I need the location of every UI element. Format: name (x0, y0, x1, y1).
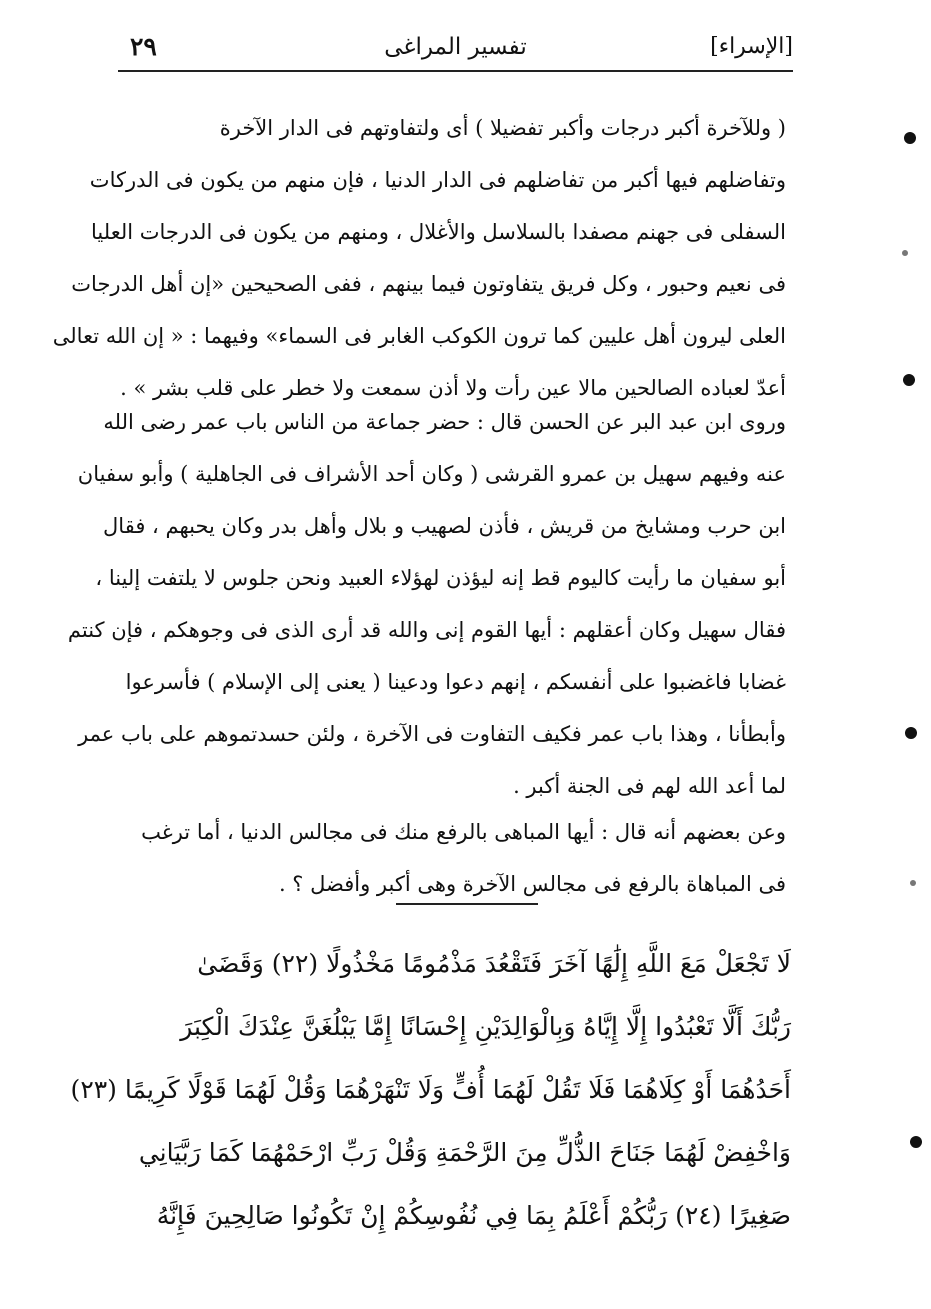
text-line: السفلى فى جهنم مصفدا بالسلاسل والأغلال ، ومنهم من يكون فى الدرجات العليا (91, 220, 786, 244)
margin-speck (903, 374, 915, 386)
margin-speck (910, 1136, 922, 1148)
text-line: فى المباهاة بالرفع فى مجالس الآخرة وهى أكبر وأفضل ؟ . (278, 872, 786, 896)
verse-line: أَحَدُهُمَا أَوْ كِلَاهُمَا فَلَا تَقُلْ لَهُمَا أُفٍّ وَلَا تَنْهَرْهُمَا وَقُلْ لَهُمَا قَوْلًا كَرِيمًا (٢٣) (70, 1075, 791, 1104)
text-line: وتفاضلهم فيها أكبر من تفاضلهم فى الدار الدنيا ، فإن منهم من يكون فى الدركات (89, 168, 786, 192)
text-line: عنه وفيهم سهيل بن عمرو القرشى ( وكان أحد الأشراف فى الجاهلية ) وأبو سفيان (77, 462, 786, 486)
text-line: لما أعد الله لهم فى الجنة أكبر . (513, 774, 786, 798)
text-line: فقال سهيل وكان أعقلهم : أيها القوم إنى والله قد أرى الذى فى وجوهكم ، فإن كنتم (67, 618, 786, 642)
verse-line: لَا تَجْعَلْ مَعَ اللَّهِ إِلَٰهًا آخَرَ فَتَقْعُدَ مَذْمُومًا مَخْذُولًا (٢٢) وَقَضَىٰ (197, 949, 791, 978)
commentary-paragraph-1 (52, 102, 786, 414)
margin-speck (902, 250, 908, 256)
header-rule (118, 70, 793, 72)
text-line: غضابا فاغضبوا على أنفسكم ، إنهم دعوا ودعينا ( يعنى إلى الإسلام ) فأسرعوا (125, 670, 786, 694)
margin-speck (904, 132, 916, 144)
page-number: ٢٩ (130, 32, 157, 61)
verse-line: رَبُّكَ أَلَّا تَعْبُدُوا إِلَّا إِيَّاهُ وَبِالْوَالِدَيْنِ إِحْسَانًا إِمَّا يَبْلُغَنَّ عِنْدَكَ الْكِبَرَ (180, 1012, 791, 1041)
text-line: وأبطأنا ، وهذا باب عمر فكيف التفاوت فى الآخرة ، ولئن حسدتموهم على باب عمر (78, 722, 786, 746)
section-divider (396, 903, 538, 905)
text-line: فى نعيم وحبور ، وكل فريق يتفاوتون فيما بينهم ، ففى الصحيحين «إن أهل الدرجات (71, 272, 786, 296)
text-line: وعن بعضهم أنه قال : أيها المباهى بالرفع منك فى مجالس الدنيا ، أما ترغب (141, 820, 786, 844)
commentary-paragraph-2 (67, 396, 786, 812)
text-line: أعدّ لعباده الصالحين مالا عين رأت ولا أذن سمعت ولا خطر على قلب بشر » . (120, 376, 786, 400)
quran-verses-block (70, 932, 791, 1247)
text-line: وروى ابن عبد البر عن الحسن قال : حضر جماعة من الناس باب عمر رضى الله (103, 410, 786, 434)
running-header (118, 28, 793, 72)
margin-speck (910, 880, 916, 886)
text-line: أبو سفيان ما رأيت كاليوم قط إنه ليؤذن لهؤلاء العبيد ونحن جلوس لا يلتفت إلينا ، (95, 566, 786, 590)
margin-speck (905, 727, 917, 739)
text-line: ابن حرب ومشايخ من قريش ، فأذن لصهيب و بلال وأهل بدر وكان يحبهم ، فقال (103, 514, 786, 538)
verse-line: وَاخْفِضْ لَهُمَا جَنَاحَ الذُّلِّ مِنَ الرَّحْمَةِ وَقُلْ رَبِّ ارْحَمْهُمَا كَمَا رَبَّيَانِي (138, 1138, 791, 1167)
book-title: تفسير المراغى (384, 34, 527, 60)
surah-name: [الإسراء] (710, 34, 793, 59)
text-line: العلى ليرون أهل عليين كما ترون الكوكب الغابر فى السماء» وفيهما : « إن الله تعالى (52, 324, 786, 348)
text-line: ( وللآخرة أكبر درجات وأكبر تفضيلا ) أى ولتفاوتهم فى الدار الآخرة (219, 116, 786, 140)
verse-line: صَغِيرًا (٢٤) رَبُّكُمْ أَعْلَمُ بِمَا فِي نُفُوسِكُمْ إِنْ تَكُونُوا صَالِحِينَ فَإِنَّهُ (156, 1201, 791, 1230)
commentary-paragraph-3 (120, 806, 786, 910)
